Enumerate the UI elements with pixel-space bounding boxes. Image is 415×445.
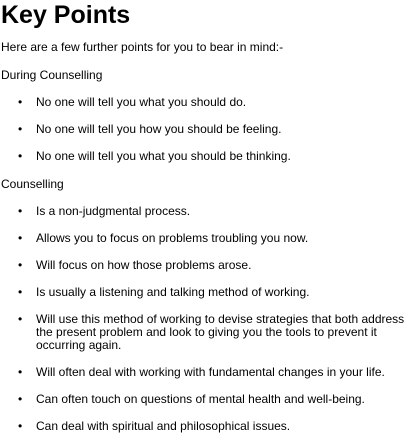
counselling-list [1, 205, 415, 433]
list-item [1, 286, 415, 299]
list-item [1, 123, 415, 136]
section-heading-counselling: Counselling [1, 177, 64, 191]
list-item-text: Allows you to focus on problems troubling you now. [36, 231, 309, 245]
list-item [1, 232, 415, 245]
list-item [1, 150, 415, 163]
bullet-icon: • [18, 392, 23, 406]
bullet-icon: • [18, 258, 23, 272]
list-item [1, 259, 415, 272]
list-item-text: No one will tell you how you should be feeling. [36, 122, 282, 136]
page-title: Key Points [1, 1, 131, 29]
bullet-icon: • [18, 122, 23, 136]
list-item-text: No one will tell you what you should be thinking. [36, 149, 291, 163]
during-counselling-list [1, 96, 415, 163]
bullet-icon: • [18, 312, 23, 326]
list-item [1, 313, 415, 352]
list-item-text: Is a non-judgmental process. [36, 204, 191, 218]
list-item [1, 420, 415, 433]
bullet-icon: • [18, 95, 23, 109]
list-item-text: Can often touch on questions of mental health and well-being. [36, 392, 365, 406]
bullet-icon: • [18, 285, 23, 299]
list-item-text: No one will tell you what you should do. [36, 95, 247, 109]
bullet-icon: • [18, 149, 23, 163]
list-item-text: Will use this method of working to devise strategies that both address the present problem and look to giving you the tools to prevent it occurring again. [36, 312, 405, 352]
bullet-icon: • [18, 419, 23, 433]
list-item-text: Will often deal with working with fundamental changes in your life. [36, 365, 385, 379]
list-item [1, 366, 415, 379]
list-item [1, 205, 415, 218]
section-heading-during-counselling: During Counselling [1, 68, 103, 82]
list-item [1, 393, 415, 406]
list-item-text: Will focus on how those problems arose. [36, 258, 252, 272]
list-item-text: Is usually a listening and talking method of working. [36, 285, 310, 299]
list-item-text: Can deal with spiritual and philosophical issues. [36, 419, 291, 433]
list-item [1, 96, 415, 109]
bullet-icon: • [18, 231, 23, 245]
intro-text: Here are a few further points for you to bear in mind:- [1, 40, 284, 54]
bullet-icon: • [18, 204, 23, 218]
bullet-icon: • [18, 365, 23, 379]
